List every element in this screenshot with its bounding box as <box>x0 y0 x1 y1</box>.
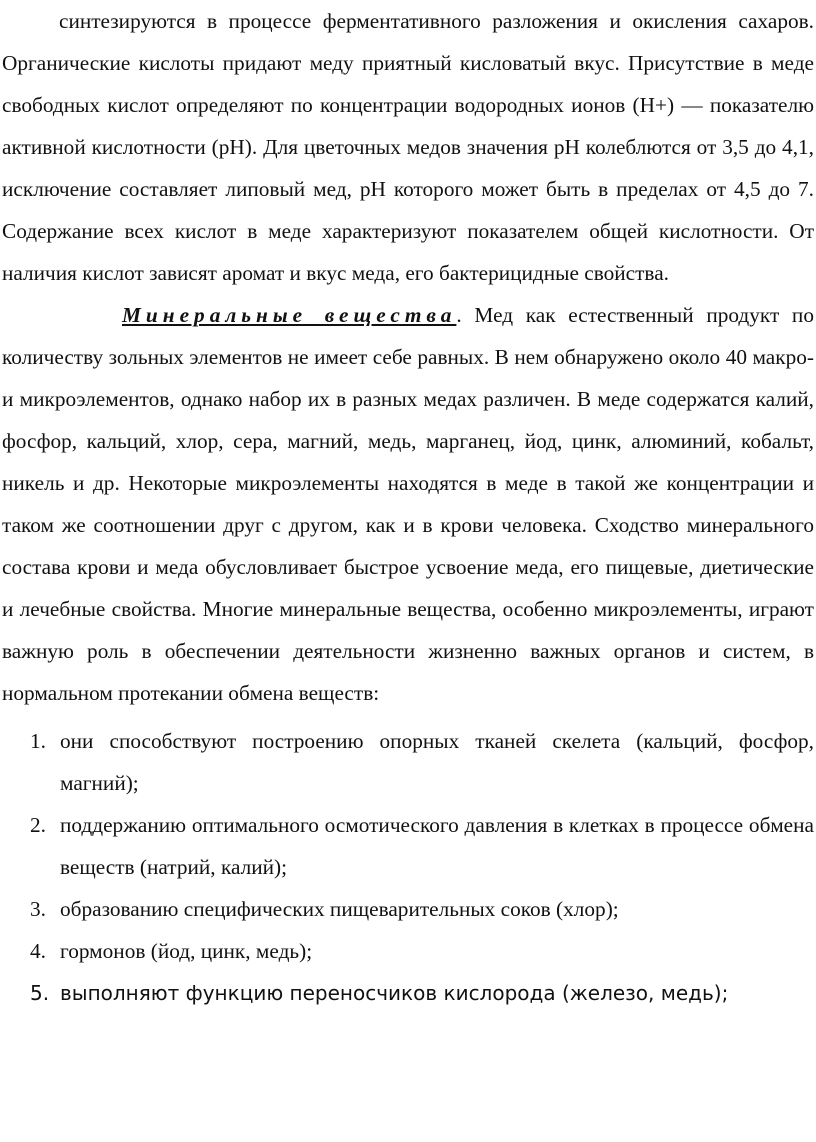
list-item-text: гормонов (йод, цинк, медь); <box>60 939 313 963</box>
list-item-number: 5. <box>30 981 50 1005</box>
list-item-number: 1. <box>30 729 46 753</box>
paragraph-acids <box>2 0 814 294</box>
paragraph-acids-text: синтезируются в процессе ферментативного разложения и окисления сахаров. Органические кислоты придают меду приятный кисловатый вкус. Присутствие в меде свободных кислот определяют по концентрации водородных ионов (Н+) — показателю активной кислотности (pH). Для цветочных медов значения pH колеблются от 3,5 до 4,1, исключение составляет липовый мед, pH которого может быть в пределах от 4,5 до 7. Содержание всех кислот в меде характеризуют показателем общей кислотности. От наличия кислот зависят аромат и вкус меда, его бактерицидные свойства. <box>2 9 814 285</box>
list-item <box>2 930 814 972</box>
paragraph-minerals-text: Мед как естественный продукт по количеству зольных элементов не имеет себе равных. В нем обнаружено около 40 макро- и микроэлементов, однако набор их в разных медах различен. В меде содержатся калий, фосфор, кальций, хлор, сера, магний, медь, марганец, йод, цинк, алюминий, кобальт, никель и др. Некоторые микроэлементы находятся в меде в такой же концентрации и таком же соотношении друг с другом, как и в крови человека. Сходство минерального состава крови и меда обусловливает быстрое усвоение меда, его пищевые, диетические и лечебные свойства. Многие минеральные вещества, особенно микроэлементы, играют важную роль в обеспечении деятельности жизненно важных органов и систем, в нормальном протекании обмена веществ: <box>2 303 814 705</box>
list-item-text: образованию специфических пищеварительных соков (хлор); <box>60 897 619 921</box>
list-item <box>2 804 814 888</box>
section-heading-minerals: Минеральные вещества <box>122 303 457 327</box>
list-item <box>2 720 814 804</box>
list-item-number: 2. <box>30 813 46 837</box>
section-heading-period: . <box>456 303 462 327</box>
list-item-text: они способствуют построению опорных тканей скелета (кальций, фосфор, магний); <box>60 729 814 795</box>
list-item-text: выполняют функцию переносчиков кислорода (железо, медь); <box>60 981 729 1005</box>
list-item <box>2 972 814 1014</box>
list-item <box>2 888 814 930</box>
list-item-number: 3. <box>30 897 46 921</box>
list-item-text: поддержанию оптимального осмотического давления в клетках в процессе обмена веществ (натрий, калий); <box>60 813 814 879</box>
mineral-functions-list <box>2 720 814 1014</box>
paragraph-minerals <box>2 294 814 714</box>
mineral-functions-list-wrapper <box>2 720 814 1014</box>
list-item-number: 4. <box>30 939 46 963</box>
